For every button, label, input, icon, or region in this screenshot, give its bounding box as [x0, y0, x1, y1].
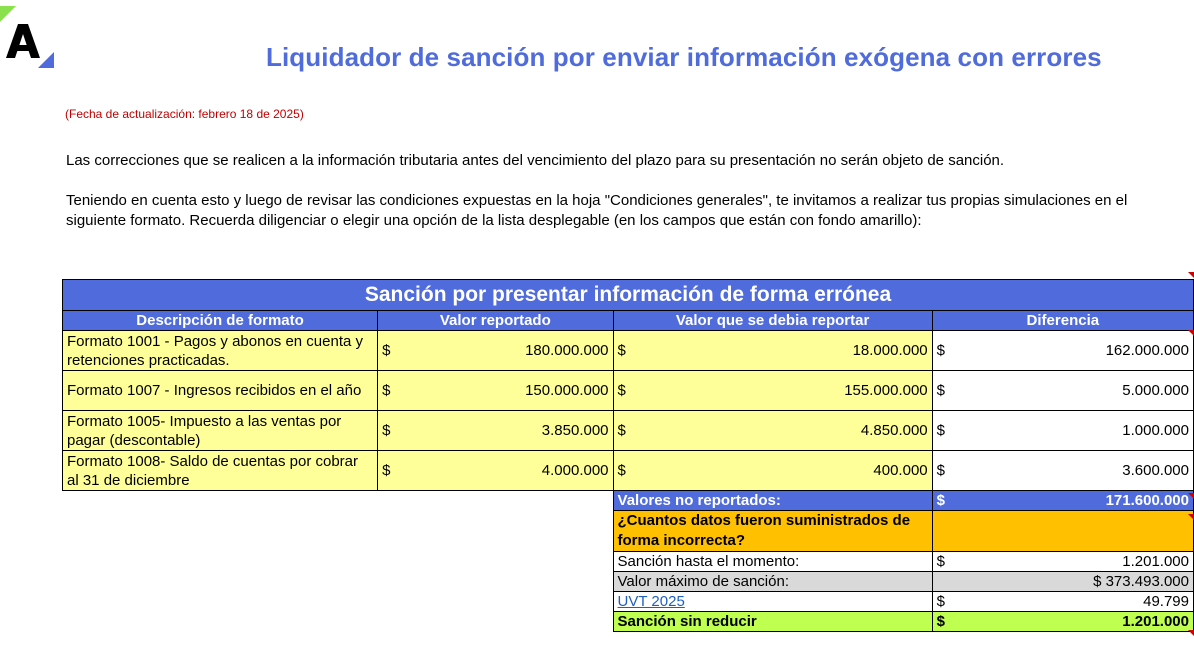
no-reportados-value: 171.600.000 — [1105, 492, 1189, 509]
sin-reducir-label: Sanción sin reducir — [613, 612, 932, 632]
sin-reducir-value: 1.201.000 — [1122, 613, 1189, 630]
valor-reportado-cell[interactable] — [378, 411, 613, 451]
spacer — [63, 572, 614, 592]
sin-reducir-cell — [932, 612, 1193, 632]
valor-debia: 155.000.000 — [844, 382, 928, 399]
valor-debia-cell[interactable] — [613, 331, 932, 371]
uvt-cell — [613, 592, 932, 612]
currency-symbol: $ — [617, 422, 626, 439]
format-description: Formato 1008- Saldo de cuentas por cobrar al 31 de diciembre — [63, 451, 378, 491]
table-row — [63, 411, 1194, 451]
summary-row-sin-reducir — [63, 612, 1194, 632]
format-description: Formato 1001 - Pagos y abonos en cuenta y retenciones practicadas. — [63, 331, 378, 371]
valor-debia: 4.850.000 — [860, 422, 928, 439]
summary-row-sancion-momento — [63, 552, 1194, 572]
valor-debia-cell[interactable] — [613, 371, 932, 411]
valor-reportado: 180.000.000 — [525, 342, 609, 359]
summary-row-maximo — [63, 572, 1194, 592]
column-header-diferencia: Diferencia — [932, 311, 1193, 331]
spacer — [63, 491, 614, 511]
diferencia-cell — [932, 331, 1193, 371]
currency-symbol: $ — [936, 492, 945, 509]
summary-row-uvt — [63, 592, 1194, 612]
table-row — [63, 451, 1194, 491]
valor-debia-cell[interactable] — [613, 451, 932, 491]
diferencia-cell — [932, 411, 1193, 451]
intro-paragraph-1: Las correcciones que se realicen a la información tributaria antes del vencimiento del plazo para su presentación no serán objeto de sanción. — [66, 152, 1005, 169]
no-reportados-cell — [932, 491, 1193, 511]
currency-symbol: $ — [936, 422, 945, 439]
currency-symbol: $ — [936, 462, 945, 479]
column-header-valor-reportado: Valor reportado — [378, 311, 613, 331]
valor-reportado-cell[interactable] — [378, 451, 613, 491]
diferencia-value: 3.600.000 — [1122, 462, 1189, 479]
summary-row-no-reportados — [63, 491, 1194, 511]
table-row — [63, 371, 1194, 411]
page-title: Liquidador de sanción por enviar información exógena con errores — [266, 42, 1102, 72]
diferencia-value: 5.000.000 — [1122, 382, 1189, 399]
comment-indicator[interactable] — [1188, 493, 1194, 499]
currency-symbol: $ — [382, 422, 391, 439]
uvt-value: 49.799 — [1143, 593, 1189, 610]
spacer — [63, 552, 614, 572]
comment-indicator[interactable] — [1188, 272, 1194, 278]
valor-reportado: 4.000.000 — [541, 462, 609, 479]
cuantos-input[interactable] — [932, 511, 1193, 552]
currency-symbol: $ — [382, 342, 391, 359]
comment-indicator[interactable] — [1188, 330, 1194, 336]
sancion-momento-value: 1.201.000 — [1122, 553, 1189, 570]
valor-reportado-cell[interactable] — [378, 371, 613, 411]
intro-paragraph-2 — [66, 191, 1127, 231]
uvt-value-cell — [932, 592, 1193, 612]
intro-paragraph-2-line-2: siguiente formato. Recuerda diligenciar o elegir una opción de la lista desplegable (en los campos que están con fondo amarillo): — [66, 212, 922, 229]
valor-reportado: 150.000.000 — [525, 382, 609, 399]
max-value: $ 373.493.000 — [932, 572, 1193, 592]
currency-symbol: $ — [936, 382, 945, 399]
spacer — [63, 612, 614, 632]
currency-symbol: $ — [936, 553, 945, 570]
uvt-link[interactable]: UVT 2025 — [617, 593, 685, 610]
spacer — [63, 592, 614, 612]
diferencia-value: 162.000.000 — [1105, 342, 1189, 359]
update-date-note: (Fecha de actualización: febrero 18 de 2025) — [65, 107, 304, 121]
max-label: Valor máximo de sanción: — [613, 572, 932, 592]
summary-row-cuantos — [63, 511, 1194, 552]
valor-reportado: 3.850.000 — [541, 422, 609, 439]
table-row — [63, 331, 1194, 371]
intro-paragraph-2-line-1: Teniendo en cuenta esto y luego de revisar las condiciones expuestas en la hoja "Condiciones generales", te invitamos a realizar tus propias simulaciones en el — [66, 192, 1128, 209]
comment-indicator[interactable] — [1188, 630, 1194, 636]
comment-indicator[interactable] — [1188, 514, 1194, 520]
valor-debia: 400.000 — [873, 462, 928, 479]
currency-symbol: $ — [617, 462, 626, 479]
valor-reportado-cell[interactable] — [378, 331, 613, 371]
currency-symbol: $ — [617, 342, 626, 359]
diferencia-cell — [932, 371, 1193, 411]
column-header-valor-debia: Valor que se debia reportar — [613, 311, 932, 331]
currency-symbol: $ — [936, 613, 945, 630]
valor-debia: 18.000.000 — [852, 342, 928, 359]
table-title: Sanción por presentar información de forma errónea — [63, 280, 1194, 311]
currency-symbol: $ — [936, 342, 945, 359]
sancion-momento-label: Sanción hasta el momento: — [613, 552, 932, 572]
currency-symbol: $ — [617, 382, 626, 399]
format-description: Formato 1005- Impuesto a las ventas por pagar (descontable) — [63, 411, 378, 451]
currency-symbol: $ — [382, 382, 391, 399]
valor-debia-cell[interactable] — [613, 411, 932, 451]
sancion-momento-cell — [932, 552, 1193, 572]
format-description: Formato 1007 - Ingresos recibidos en el año — [63, 371, 378, 411]
column-header-descripcion: Descripción de formato — [63, 311, 378, 331]
spacer — [63, 511, 614, 552]
sanction-table — [62, 279, 1194, 632]
no-reportados-label: Valores no reportados: — [613, 491, 932, 511]
diferencia-value: 1.000.000 — [1122, 422, 1189, 439]
currency-symbol: $ — [382, 462, 391, 479]
currency-symbol: $ — [936, 593, 945, 610]
cuantos-label: ¿Cuantos datos fueron suministrados de forma incorrecta? — [613, 511, 932, 552]
company-logo — [0, 6, 58, 68]
diferencia-cell — [932, 451, 1193, 491]
